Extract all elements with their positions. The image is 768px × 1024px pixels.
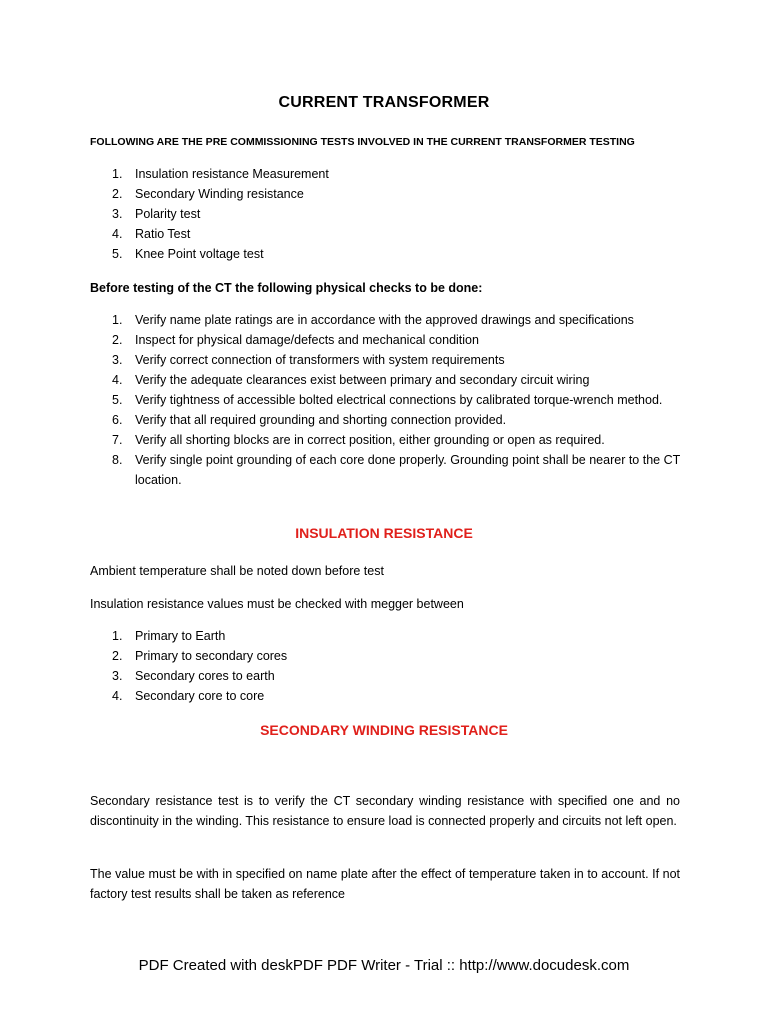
list-number: 1. [112, 313, 123, 327]
list-item [90, 410, 695, 430]
list-number: 2. [112, 333, 123, 347]
list-text: Knee Point voltage test [135, 247, 264, 261]
list-text: Secondary cores to earth [135, 669, 275, 683]
list-number: 5. [112, 247, 123, 261]
megger-text: Insulation resistance values must be checked with megger between [90, 597, 464, 611]
list-item [90, 310, 695, 330]
list-item [90, 686, 287, 706]
list-number: 2. [112, 187, 123, 201]
list-number: 4. [112, 373, 123, 387]
list-number: 1. [112, 167, 123, 181]
list-text: Verify all shorting blocks are in correct position, either grounding or open as required. [135, 433, 605, 447]
list-text: Verify the adequate clearances exist between primary and secondary circuit wiring [135, 373, 590, 387]
pdf-footer: PDF Created with deskPDF PDF Writer - Trial :: http://www.docudesk.com [138, 957, 630, 974]
list-number: 4. [112, 227, 123, 241]
list-text: Primary to Earth [135, 629, 226, 643]
list-item [90, 450, 695, 490]
list-text: Verify name plate ratings are in accordance with the approved drawings and specifications [135, 313, 634, 327]
list-item [90, 390, 695, 410]
list-number: 2. [112, 649, 123, 663]
list-number: 3. [112, 669, 123, 683]
list-item [90, 646, 287, 666]
list-text: Inspect for physical damage/defects and mechanical condition [135, 333, 479, 347]
list-text: Secondary core to core [135, 689, 265, 703]
secondary-paragraph-1: Secondary resistance test is to verify the CT secondary winding resistance with specified one and no discontinuity in the winding. This resistance to ensure load is connected properly and circuits not left open. [90, 794, 680, 828]
secondary-heading: SECONDARY WINDING RESISTANCE [260, 722, 508, 738]
list-item [90, 666, 287, 686]
insulation-heading: INSULATION RESISTANCE [295, 525, 473, 541]
list-text: Verify that all required grounding and shorting connection provided. [135, 413, 507, 427]
list-number: 8. [112, 453, 123, 467]
secondary-paragraph-2: The value must be with in specified on name plate after the effect of temperature taken in to account. If not factory test results shall be taken as reference [90, 867, 680, 901]
list-number: 7. [112, 433, 123, 447]
list-text: Secondary Winding resistance [135, 187, 304, 201]
list-text: Polarity test [135, 207, 201, 221]
list-text: Primary to secondary cores [135, 649, 288, 663]
list-number: 6. [112, 413, 123, 427]
checks-heading: Before testing of the CT the following physical checks to be done: [90, 281, 483, 295]
list-text: Ratio Test [135, 227, 191, 241]
list-item [90, 224, 329, 244]
list-number: 4. [112, 689, 123, 703]
tests-list [90, 164, 329, 264]
list-item [90, 370, 695, 390]
list-number: 3. [112, 207, 123, 221]
list-number: 3. [112, 353, 123, 367]
list-text: Verify correct connection of transformers with system requirements [135, 353, 505, 367]
list-item [90, 204, 329, 224]
intro-text: FOLLOWING ARE THE PRE COMMISSIONING TESTS INVOLVED IN THE CURRENT TRANSFORMER TESTING [90, 136, 635, 148]
list-text: Verify single point grounding of each core done properly. Grounding point shall be nearer to the CT location. [135, 453, 681, 487]
list-item [90, 244, 329, 264]
ambient-text: Ambient temperature shall be noted down before test [90, 564, 384, 578]
list-number: 1. [112, 629, 123, 643]
list-item [90, 626, 287, 646]
list-number: 5. [112, 393, 123, 407]
list-item [90, 430, 695, 450]
list-item [90, 164, 329, 184]
insulation-list [90, 626, 287, 706]
list-item [90, 184, 329, 204]
list-text: Insulation resistance Measurement [135, 167, 329, 181]
list-item [90, 350, 695, 370]
list-item [90, 330, 695, 350]
checks-list [90, 310, 695, 490]
page-title: CURRENT TRANSFORMER [278, 94, 490, 111]
list-text: Verify tightness of accessible bolted electrical connections by calibrated torque-wrench method. [135, 393, 663, 407]
